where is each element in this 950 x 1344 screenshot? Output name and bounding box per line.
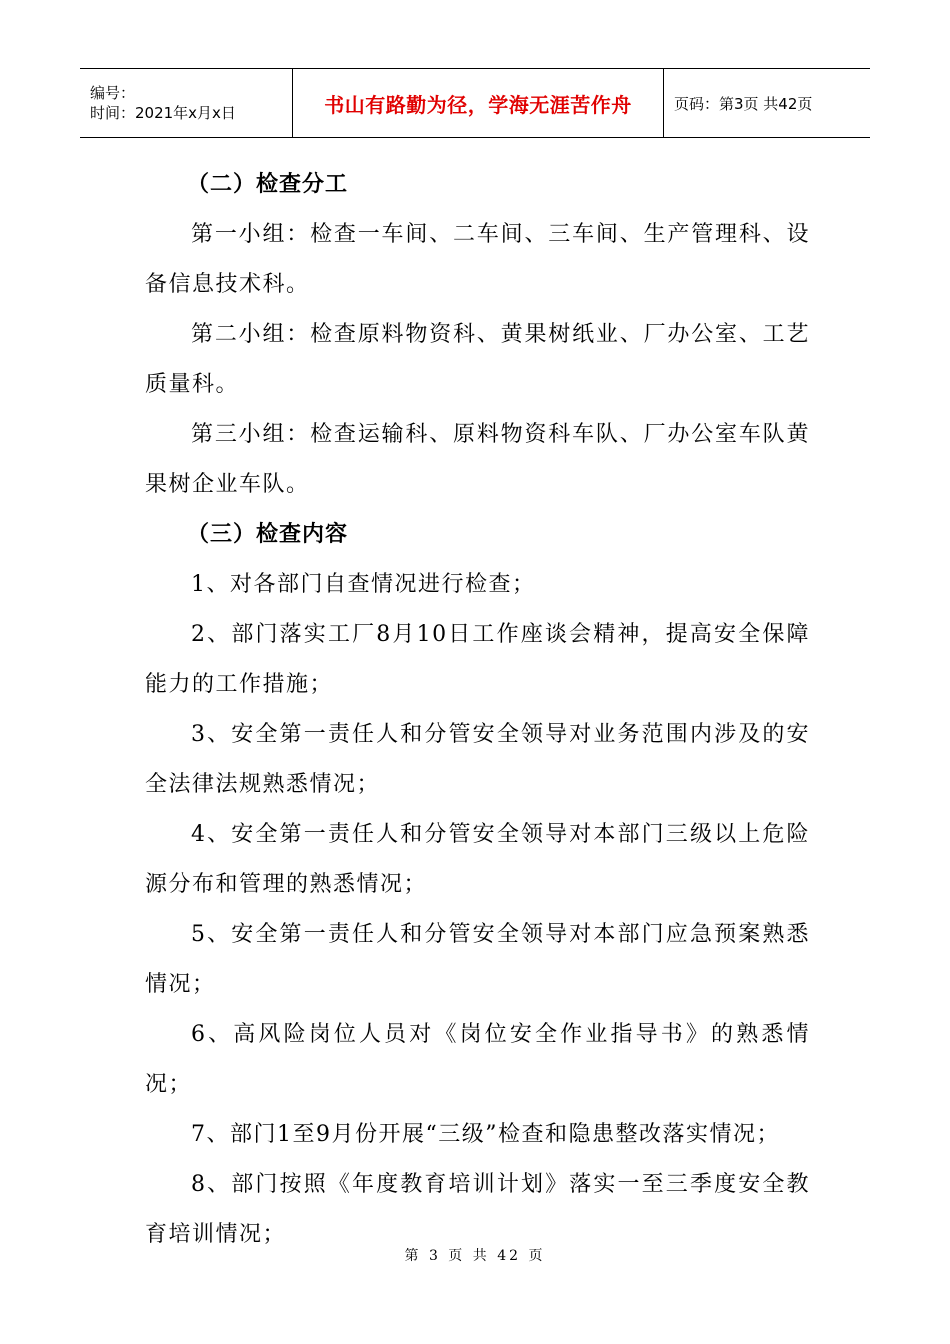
body-paragraph: 第一小组：检查一车间、二车间、三车间、生产管理科、设备信息技术科。 xyxy=(145,222,810,297)
header-motto: 书山有路勤为径，学海无涯苦作舟 xyxy=(324,92,632,117)
list-item: 7、部门1至9月份开展“三级”检查和隐患整改落实情况； xyxy=(191,1122,780,1147)
header-meta xyxy=(80,69,293,137)
body-paragraph: 第二小组：检查原料物资科、黄果树纸业、厂办公室、工艺质量科。 xyxy=(145,322,810,397)
list-item: 8、部门按照《年度教育培训计划》落实一至三季度安全教育培训情况； xyxy=(145,1172,810,1247)
list-item: 4、安全第一责任人和分管安全领导对本部门三级以上危险源分布和管理的熟悉情况； xyxy=(145,822,810,897)
document-time-label: 时间：2021年x月x日 xyxy=(90,104,236,122)
page-footer: 第 3 页 共 42 页 xyxy=(404,1248,546,1264)
body-paragraph: 第三小组：检查运输科、原料物资科车队、厂办公室车队黄果树企业车队。 xyxy=(145,422,810,497)
section-heading: （二）检查分工 xyxy=(187,172,349,197)
page-header xyxy=(80,68,870,138)
section-heading: （三）检查内容 xyxy=(187,522,349,547)
header-motto-cell xyxy=(293,69,664,137)
document-body xyxy=(145,160,810,1260)
list-item: 3、安全第一责任人和分管安全领导对业务范围内涉及的安全法律法规熟悉情况； xyxy=(145,722,810,797)
header-page-info: 页码：第3页 共42页 xyxy=(674,94,813,113)
header-page-info-cell xyxy=(664,69,870,137)
list-item: 1、对各部门自查情况进行检查； xyxy=(191,572,536,597)
list-item: 2、部门落实工厂8月10日工作座谈会精神，提高安全保障能力的工作措施； xyxy=(145,622,810,697)
list-item: 5、安全第一责任人和分管安全领导对本部门应急预案熟悉情况； xyxy=(145,922,810,997)
list-item: 6、高风险岗位人员对《岗位安全作业指导书》的熟悉情况； xyxy=(145,1022,810,1097)
document-number-label: 编号： xyxy=(90,84,136,102)
